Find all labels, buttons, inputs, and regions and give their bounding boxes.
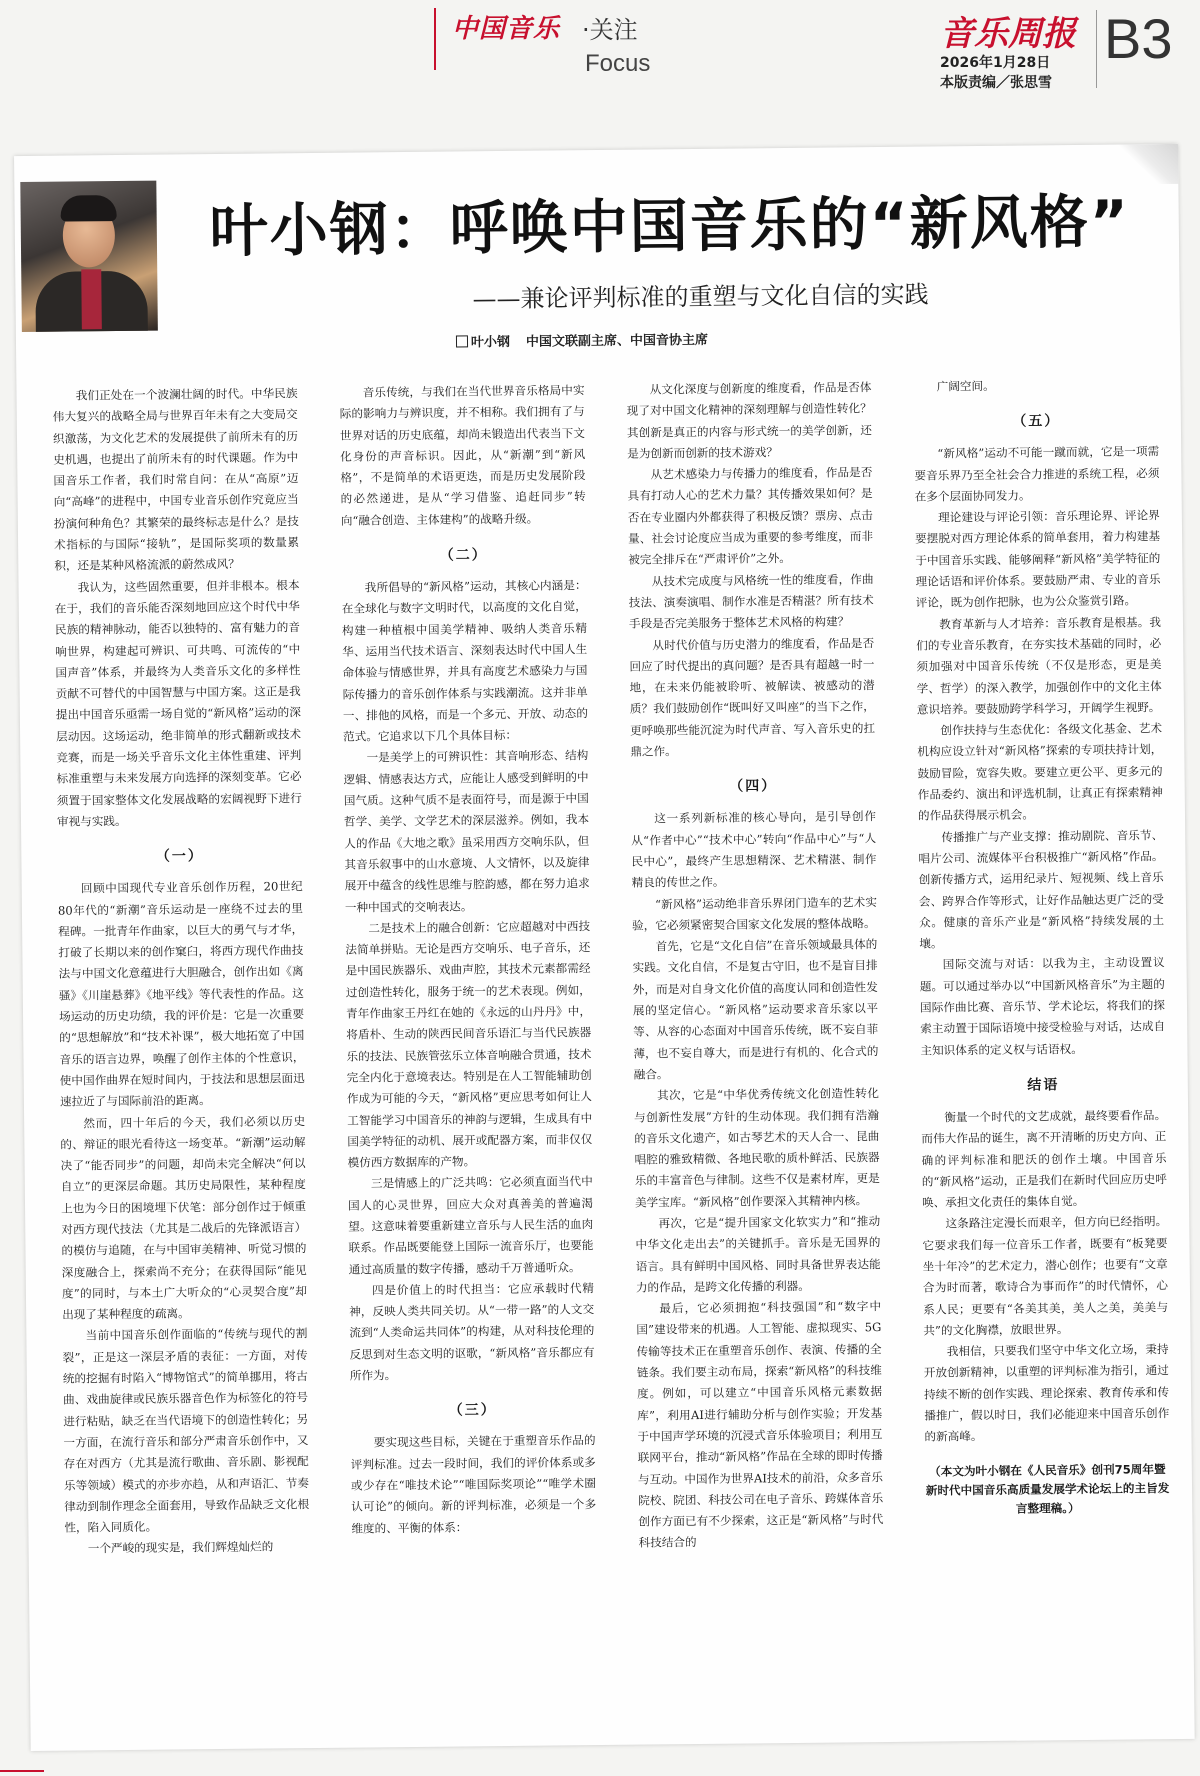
byline-author: 叶小钢 [470,334,511,351]
byline-box-icon [456,335,468,347]
paragraph: 音乐传统，与我们在当代世界音乐格局中实际的影响力与辨识度，并不相称。我们拥有了与世界对话的历史底蕴，却尚未锻造出代表当下文化身份的声音标识。因此，从“新潮”到“新风格”，不是简单的术语更迭，而是历史发展阶段的必然递进，是从“学习借鉴、追赶同步”转向“融合创造、主体建构”的战略升级。 [339,383,586,528]
section-heading: （五） [1012,413,1061,430]
paragraph: 四是价值上的时代担当：它应承载时代精神，反映人类共同关切。从“一带一路”的人文交流到“人类命运共同体”的构建，从对科技伦理的反思到对生态文明的讴歌，“新风格”音乐都应有所作为。 [349,1280,595,1383]
paragraph: 广阔空间。 [936,378,995,394]
paragraph: 一个严峻的现实是，我们辉煌灿烂的 [87,1539,274,1556]
paragraph: 传播推广与产业支撑：推动剧院、音乐节、唱片公司、流媒体平台积极推广“新风格”作品。创新传播方式，运用纪录片、短视频、线上音乐会、跨界合作等形式，让好作品触达更广泛的受众。健康的音乐产业是“新风格”持续发展的土壤。 [918,827,1165,951]
section-heading: 结语 [1027,1077,1060,1094]
paragraph: 然而，四十年后的今天，我们必须以历史的、辩证的眼光看待这一场变革。“新潮”运动解决了“能否同步”的问题，却尚未完全解决“何以自立”的更深层命题。其历史局限性，某种程度上也为今日的困境埋下伏笔：部分创作过于倾重对西方现代技法（尤其是二战后的先锋派语言）的模仿与追随，在与中国审美精神、听觉习惯的深度融合上，探索尚不充分；在获得国际“能见度”的同时，与本土广大听众的“心灵契合度”却出现了某种程度的疏离。 [60,1113,308,1322]
page-number: B3 [1104,7,1173,70]
article-headline: 叶小钢：呼唤中国音乐的“新风格” [209,187,1131,266]
article-column-4 [913,374,1172,1726]
paragraph: 再次，它是“提升国家文化软实力”和“推动中华文化走出去”的关键抓手。音乐是无国界的语言。具有鲜明中国风格、同时具备世界表达能力的作品，是跨文化传播的利器。 [635,1214,881,1295]
section-heading: （二） [439,547,488,564]
paragraph: 回顾中国现代专业音乐创作历程，20世纪80年代的“新潮”音乐运动是一座绕不过去的里程碑。一批青年作曲家，以巨大的勇气与才华，打破了长期以来的创作窠臼，将西方现代作曲技法与中国文化意蕴进行大胆融合，创作出如《离骚》《川崖悬葬》《地平线》等代表性的作品。这场运动的历史功绩，我的评价是：它是一次重要的“思想解放”和“技术补课”，极大地拓宽了中国音乐的语言边界，唤醒了创作主体的个性意识，使中国作曲界在短时间内，于技法和思想层面迅速拉近了与国际前沿的距离。 [57,879,305,1109]
paragraph: 其次，它是“中华优秀传统文化创造性转化与创新性发展”方针的生动体现。我们拥有浩瀚的音乐文化遗产，如古琴艺术的天人合一、昆曲唱腔的雅致精微、各地民歌的质朴鲜活、民族器乐的丰富音色与律制。这些不仅是素材库，更是美学宝库。“新风格”创作要深入其精神内核。 [634,1086,880,1210]
author-photo [20,181,158,332]
paragraph: 最后，它必须拥抱“科技强国”和“数字中国”建设带来的机遇。人工智能、虚拟现实、5G传输等技术正在重塑音乐创作、表演、传播的全链条。我们要主动布局，探索“新风格”的科技维度。例如，可以建立“中国音乐风格元素数据库”，利用AI进行辅助分析与创作实验；开发基于中国声学环境的沉浸式音乐体验项目；利用互联网平台，推动“新风格”作品在全球的即时传播与互动。中国作为世界AI技术的前沿，众多音乐院校、院团、科技公司在电子音乐、跨媒体音乐创作方面已有不少探索，这正是“新风格”与时代科技结合的 [636,1299,884,1551]
paragraph: 要实现这些目标，关键在于重塑音乐作品的评判标准。过去一段时间，我们的评价体系或多或少存在“唯技术论”“唯国际奖项论”“唯学术圈认可论”的倾向。新的评判标准，必须是一个多维度的、平衡的体系： [350,1433,597,1536]
paragraph: 国际交流与对话：以我为主，主动设置议题。可以通过举办以“中国新风格音乐”为主题的国际作曲比赛、音乐节、学术论坛，将我们的探索主动置于国际语境中接受检验与对话，达成自主知识体系的定义权与话语权。 [919,955,1166,1058]
article-column-3 [626,377,885,1729]
paragraph: 一是美学上的可辨识性：其音响形态、结构逻辑、情感表达方式，应能让人感受到鲜明的中国气质。这种气质不是表面符号，而是源于中国哲学、美学、文学艺术的深层滋养。例如，我本人的作品《大地之歌》虽采用西方交响乐队，但其音乐叙事中的山水意境、人文情怀，以及旋律展开中蕴含的线性思维与腔韵感，都在努力追求一种中国式的交响表达。 [343,748,590,915]
page-editor: 本版责编／张思雪 [940,75,1052,91]
section-heading: （一） [155,848,204,865]
paragraph: “新风格”运动绝非音乐界闭门造车的艺术实验，它必须紧密契合国家文化发展的整体战略。 [632,894,877,933]
section-heading: （三） [448,1402,497,1419]
section-title: ·关注 [582,16,638,44]
paragraph: 这一系列新标准的核心导向，是引导创作从“作者中心”“技术中心”转向“作品中心”与“人民中心”，最终产生思想精深、艺术精湛、制作精良的传世之作。 [631,809,877,890]
paragraph: 我所倡导的“新风格”运动，其核心内涵是：在全球化与数字文明时代，以高度的文化自觉，构建一种植根中国美学精神、吸纳人类音乐精华、运用当代技术语言、深刻表达时代中国人生命体验与情感世界，并具有高度艺术感染力与国际传播力的音乐创作体系与实践潮流。这并非单一、排他的风格，而是一个多元、开放、动态的范式。它追求以下几个具体目标： [341,578,588,744]
paragraph: 这条路注定漫长而艰辛，但方向已经指明。它要求我们每一位音乐工作者，既要有“板凳要坐十年冷”的艺术定力，潜心创作；也要有“文章合为时而著，歌诗合为事而作”的时代情怀，心系人民；更要有“各美其美，美人之美，美美与共”的文化胸襟，放眼世界。 [922,1214,1169,1338]
article-body [52,374,1176,1736]
page-number-divider [1096,10,1097,88]
article-column-1 [52,383,311,1735]
paragraph: 创作扶持与生态优化：各级文化基金、艺术机构应设立针对“新风格”探索的专项扶持计划，鼓励冒险，宽容失败。要建立更公平、更多元的作品委约、演出和评选机制，让真正有探索精神的作品获得展示机会。 [917,721,1163,824]
section-heading: （四） [729,778,778,795]
paper-logo: 中国音乐 [452,14,561,44]
byline [456,329,708,351]
editor-note: （本文为叶小钢在《人民音乐》创刊75周年暨新时代中国音乐高质量发展学术论坛上的主旨发言整理稿。） [925,1461,1170,1516]
paragraph: 首先，它是“文化自信”在音乐领域最具体的实践。文化自信，不是复古守旧，也不是盲目排外，而是对自身文化价值的高度认同和创造性发展的坚定信心。“新风格”运动要求音乐家以平等、从容的心态面对中国音乐传统，既不妄自菲薄，也不妄自尊大，而是进行有机的、化合式的融合。 [632,937,879,1082]
paragraph: 衡量一个时代的文艺成就，最终要看作品。而伟大作品的诞生，离不开清晰的历史方向、正确的评判标准和肥沃的创作土壤。中国音乐的“新风格”运动，正是我们在新时代回应历史呼唤、承担文化责任的集体自觉。 [921,1107,1167,1210]
paragraph: 我认为，这些固然重要，但并非根本。根本在于，我们的音乐能否深刻地回应这个时代中华民族的精神脉动，能否以独特的、富有魅力的音响世界，构建起可辨识、可共鸣、可流传的“中国声音”体系，并最终为人类音乐文化的多样性贡献不可替代的中国智慧与中国方案。这正是我提出中国音乐亟需一场自觉的“新风格”运动的深层动因。这场运动，绝非简单的形式翻新或技术竞赛，而是一场关乎音乐文化主体性重建、评判标准重塑与未来发展方向选择的深刻变革。它必须置于国家整体文化发展战略的宏阔视野下进行审视与实践。 [54,577,302,829]
paragraph: 从时代价值与历史潜力的维度看，作品是否回应了时代提出的真问题？是否具有超越一时一地，在未来仍能被聆听、被解读、被感动的潜质？我们鼓励创作“既叫好又叫座”的当下之作，更呼唤那些能沉淀为时代声音、写入音乐史的扛鼎之作。 [629,635,876,759]
footer-rule [0,1770,44,1772]
byline-role: 中国文联副主席、中国音协主席 [525,332,709,350]
masthead [0,0,1200,100]
paragraph: 当前中国音乐创作面临的“传统与现代的割裂”，正是这一深层矛盾的表征：一方面，对传统的挖掘有时陷入“博物馆式”的简单挪用，将古曲、戏曲旋律或民族乐器音色作为标签化的符号进行粘贴，缺乏在当代语境下的创造性转化；另一方面，在流行音乐和部分严肃音乐创作中，又存在对西方（尤其是流行歌曲、音乐剧、影视配乐等领域）模式的亦步亦趋，从和声语汇、节奏律动到制作理念全面套用，导致作品缺乏文化根性，陷入同质化。 [62,1326,310,1535]
paragraph: 从技术完成度与风格统一性的维度看，作曲技法、演奏演唱、制作水准是否精湛？所有技术手段是否完美服务于整体艺术风格的构建？ [628,571,874,631]
paragraph: 从艺术感染力与传播力的维度看，作品是否具有打动人心的艺术力量？其传播效果如何？是否在专业圈内外都获得了积极反馈？票房、点击量、社会讨论度应当成为重要的参考维度，而非被完全排斥在“严肃评价”之外。 [627,465,874,568]
article-sheet [14,144,1195,1751]
issue-date: 2026年1月28日 [940,55,1051,71]
paragraph: 三是情感上的广泛共鸣：它必须直面当代中国人的心灵世界，回应大众对真善美的普遍渴望。这意味着要重新建立音乐与人民生活的血肉联系。作品既要能登上国际一流音乐厅，也要能通过高质量的数字传播，感动千万普通听众。 [347,1174,594,1277]
newspaper-name: 音乐周报 [940,14,1076,54]
paragraph: 我相信，只要我们坚守中华文化立场，秉持开放创新精神，以重塑的评判标准为指引，通过持续不断的创作实践、理论探索、教育传承和传播推广，假以时日，我们必能迎来中国音乐创作的新高峰。 [923,1342,1170,1444]
paragraph: “新风格”运动不可能一蹴而就，它是一项需要音乐界乃至全社会合力推进的系统工程，必须在多个层面协同发力。 [914,444,1160,504]
paragraph: 二是技术上的融合创新：它应超越对中西技法简单拼贴。无论是西方交响乐、电子音乐，还是中国民族器乐、戏曲声腔，其技术元素都需经过创造性转化，服务于统一的艺术表现。例如，青年作曲家王丹红在她的《永远的山丹丹》中，将盾朴、生动的陕西民间音乐语汇与当代民族器乐的技法、民族管弦乐立体音响融合贯通，技术完全内化于意境表达。特别是在人工智能辅助创作成为可能的今天，“新风格”更应思考如何让人工智能学习中国音乐的神韵与逻辑，生成具有中国美学特征的动机、展开或配器方案，而非仅仅模仿西方数据库的产物。 [345,918,593,1170]
paragraph: 我们正处在一个波澜壮阔的时代。中华民族伟大复兴的战略全局与世界百年未有之大变局交织激荡，为文化艺术的发展提供了前所未有的历史机遇，也提出了前所未有的时代课题。作为中国音乐工作者，我们时常自问：在从“高原”迈向“高峰”的进程中，中国专业音乐创作究竟应当扮演何种角色？其繁荣的最终标志是什么？是技术指标的与国际“接轨”，是国际奖项的数量累积，还是某种风格流派的蔚然成风？ [52,386,300,574]
article-subtitle: ——兼论评判标准的重塑与文化自信的实践 [472,280,929,314]
paragraph: 从文化深度与创新度的维度看，作品是否体现了对中国文化精神的深刻理解与创造性转化？其创新是真正的内容与形式统一的美学创新，还是为创新而创新的技术游戏？ [626,380,873,461]
paragraph: 教育革新与人才培养：音乐教育是根基。我们的专业音乐教育，在夯实技术基础的同时，必须加强对中国音乐传统（不仅是形态，更是美学、哲学）的深入教学，加强创作中的文化主体意识培养。要鼓励跨学科学习，开阔学生视野。 [916,614,1162,717]
masthead-divider [434,8,436,70]
paragraph: 理论建设与评论引领：音乐理论界、评论界要摆脱对西方理论体系的简单套用，着力构建基于中国音乐实践、能够阐释“新风格”美学特征的理论话语和评价体系。要鼓励严肃、专业的音乐评论，既为创作把脉，也为公众鉴赏引路。 [915,508,1161,611]
section-title-en: Focus [585,50,651,77]
article-column-2 [339,380,598,1732]
